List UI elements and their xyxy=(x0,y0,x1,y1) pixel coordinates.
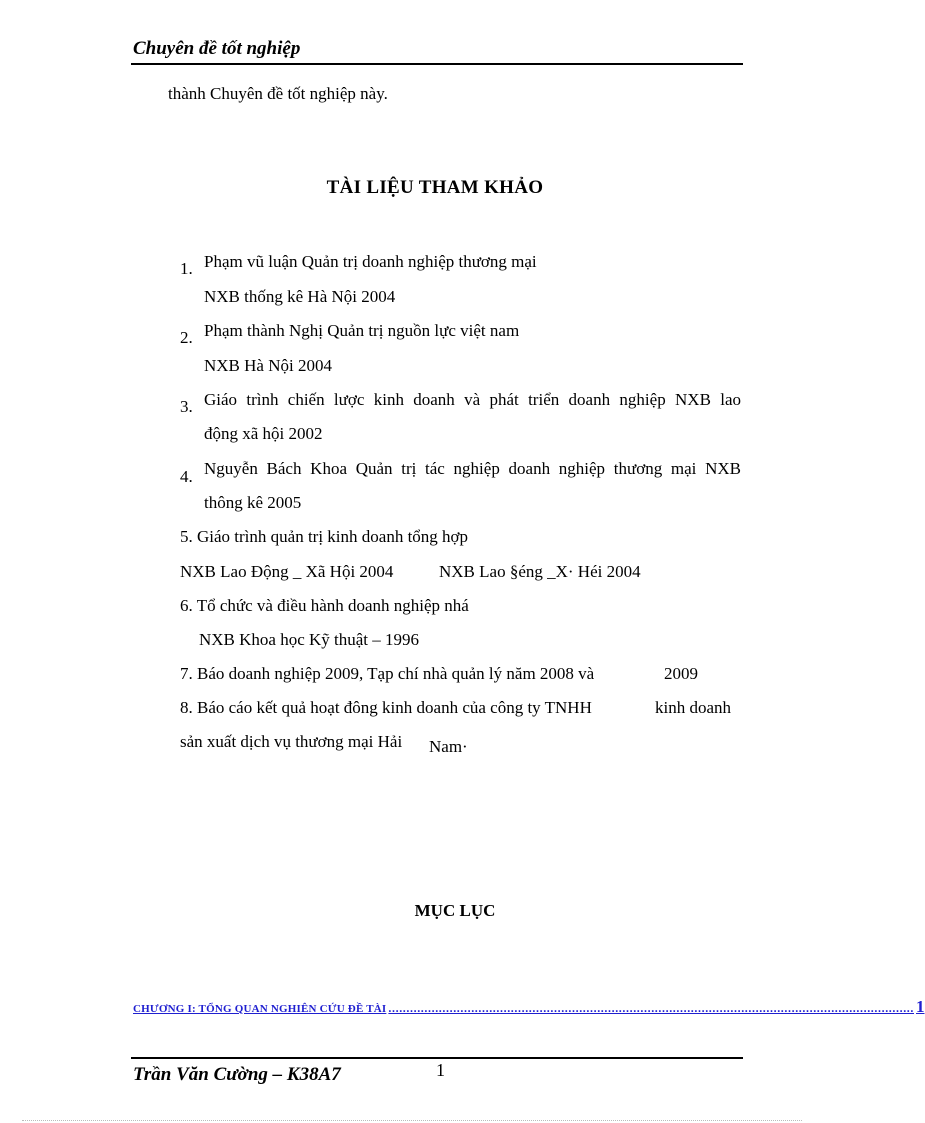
page-boundary xyxy=(22,1120,802,1121)
reference-number: 3. xyxy=(180,397,193,416)
reference-item-8-end: Nam· xyxy=(429,737,468,756)
toc-entry-page[interactable]: 1 xyxy=(916,997,925,1016)
footer-page-number: 1 xyxy=(436,1060,445,1080)
toc-entry-title[interactable]: CHƯƠNG I: TỔNG QUAN NGHIÊN CỨU ĐỀ TÀI xyxy=(133,1003,387,1015)
reference-item-8-line2: sản xuất dịch vụ thương mại Hải xyxy=(180,732,403,751)
reference-item-5: 5. Giáo trình quản trị kinh doanh tổng hợp xyxy=(180,527,469,546)
reference-line: động xã hội 2002 xyxy=(204,424,323,443)
reference-item-8: 8. Báo cáo kết quả hoạt đông kinh doanh của công ty TNHH xyxy=(180,698,592,717)
reference-publisher: NXB Lao Động _ Xã Hội 2004 xyxy=(180,562,394,581)
reference-line: thông kê 2005 xyxy=(204,493,302,512)
reference-publisher: NXB Khoa học Kỹ thuật – 1996 xyxy=(199,630,420,649)
reference-line: Nguyễn Bách Khoa Quản trị tác nghiệp doanh nghiệp thương mại NXB xyxy=(204,459,741,478)
reference-line: NXB thống kê Hà Nội 2004 xyxy=(204,287,396,306)
footer-author: Trần Văn Cường – K38A7 xyxy=(133,1064,341,1085)
header-rule xyxy=(131,63,743,65)
reference-publisher-garbled: NXB Lao §éng _X· Héi 2004 xyxy=(439,562,641,581)
reference-item-6: 6. Tổ chức và điều hành doanh nghiệp nhá xyxy=(180,596,469,615)
header-title: Chuyên đề tốt nghiệp xyxy=(133,38,301,59)
reference-item-8-cont: kinh doanh xyxy=(655,698,732,717)
references-heading: TÀI LIỆU THAM KHẢO xyxy=(326,177,544,198)
reference-number: 1. xyxy=(180,259,193,278)
reference-line: Phạm vũ luận Quản trị doanh nghiệp thương mại xyxy=(204,252,537,271)
intro-text: thành Chuyên đề tốt nghiệp này. xyxy=(168,84,388,103)
reference-number: 4. xyxy=(180,467,193,486)
reference-number: 2. xyxy=(180,328,193,347)
reference-year: 2009 xyxy=(664,664,698,683)
reference-line: Phạm thành Nghị Quản trị nguồn lực việt nam xyxy=(204,321,520,340)
reference-line: Giáo trình chiến lược kinh doanh và phát triển doanh nghiệp NXB lao xyxy=(204,390,741,409)
footer-rule xyxy=(131,1057,743,1059)
toc-heading: MỤC LỤC xyxy=(414,901,496,920)
reference-line: NXB Hà Nội 2004 xyxy=(204,356,332,375)
reference-item-7: 7. Báo doanh nghiệp 2009, Tạp chí nhà quản lý năm 2008 và xyxy=(180,664,595,683)
toc-entry-leader: .................................................................................................................................................. xyxy=(388,1001,914,1015)
toc-entry-link[interactable] xyxy=(133,997,925,1017)
